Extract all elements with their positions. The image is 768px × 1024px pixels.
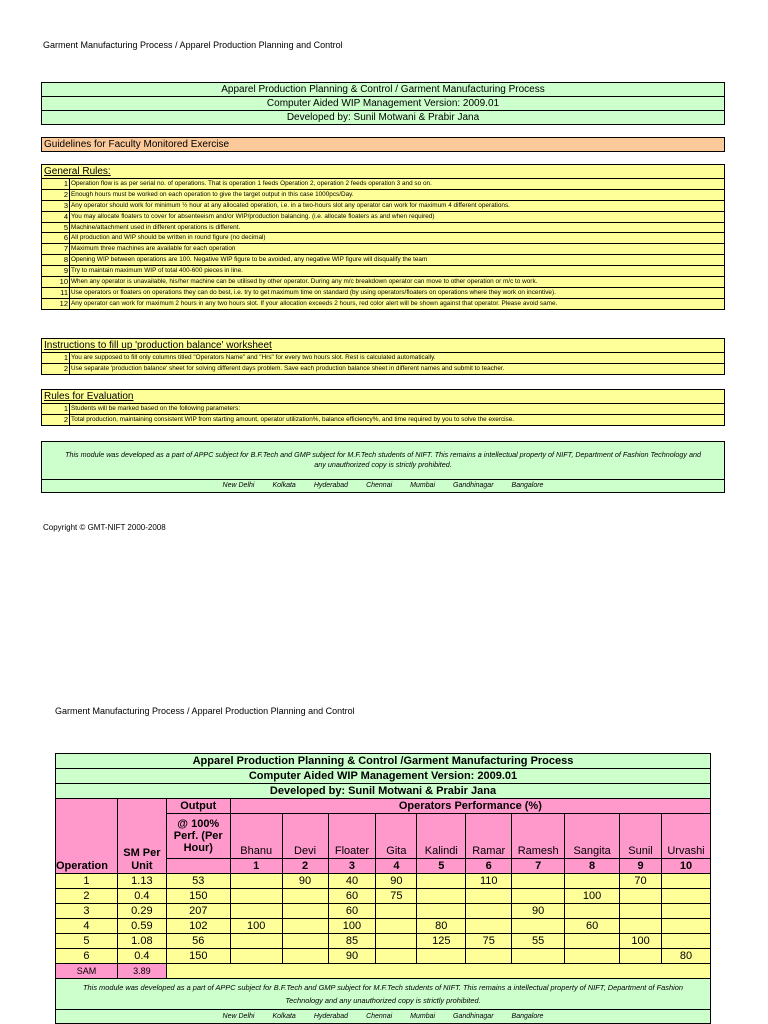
sam-value: 3.89 — [117, 964, 166, 979]
instructions-section — [41, 338, 725, 375]
operator-name: Urvashi — [661, 814, 710, 859]
rule-text: Operation flow is as per serial no. of operations. That is operation 1 feeds Operation 2, operation 2 feeds operation 3 and so on. — [71, 180, 432, 187]
rule-text: When any operator is unavailable, his/her machine can be utilised by other operator. During any m/c breakdown operator can move to other operation or m/c to work. — [71, 278, 538, 286]
operator-name: Ramesh — [512, 814, 565, 859]
performance-cell: 60 — [328, 889, 376, 904]
output-value: 53 — [166, 874, 230, 889]
operation-number: 1 — [56, 874, 118, 889]
performance-cell — [376, 949, 417, 964]
rule-text: Students will be marked based on the following parameters: — [71, 405, 241, 412]
rule-number: 1 — [42, 179, 70, 189]
performance-cell — [512, 919, 565, 934]
operator-number: 3 — [328, 859, 376, 874]
city-name: Hyderabad — [313, 482, 349, 489]
rule-row — [42, 403, 724, 414]
table-title-3: Developed by: Sunil Motwani & Prabir Jana — [56, 784, 711, 799]
city-list — [56, 1010, 710, 1023]
performance-cell — [376, 919, 417, 934]
performance-cell — [417, 904, 466, 919]
performance-cell — [565, 949, 620, 964]
output-blank — [166, 859, 230, 874]
sm-value: 0.4 — [117, 949, 166, 964]
performance-cell: 90 — [376, 874, 417, 889]
performance-cell — [230, 949, 282, 964]
operation-number: 5 — [56, 934, 118, 949]
sm-value: 0.29 — [117, 904, 166, 919]
performance-cell — [282, 934, 328, 949]
table-row — [56, 904, 711, 919]
rule-number: 2 — [42, 415, 70, 425]
sam-blank — [166, 964, 710, 979]
city-name: Gandhinagar — [453, 1013, 494, 1020]
page-header: Garment Manufacturing Process / Apparel Production Planning and Control — [43, 40, 343, 50]
performance-cell — [282, 949, 328, 964]
city-name: Bangalore — [511, 482, 544, 489]
rule-number: 4 — [42, 212, 70, 222]
wip-table — [55, 753, 711, 1024]
table-notice: This module was developed as a part of APPC subject for B.F.Tech and GMP subject for M.F.Tech students of NIFT. This remains a intellectual property of NIFT, Department of Fashion Technology and any unauthorized copy is strictly prohibited. — [56, 979, 711, 1010]
performance-cell — [417, 949, 466, 964]
performance-cell: 75 — [376, 889, 417, 904]
sm-header: SM Per Unit — [117, 799, 166, 874]
city-list — [42, 479, 724, 492]
city-name: Mumbai — [410, 1013, 436, 1020]
operator-number: 4 — [376, 859, 417, 874]
performance-cell — [417, 874, 466, 889]
performance-cell: 90 — [328, 949, 376, 964]
rule-number: 7 — [42, 244, 70, 254]
rule-row — [42, 265, 724, 276]
operation-number: 4 — [56, 919, 118, 934]
rule-row — [42, 414, 724, 425]
performance-cell: 40 — [328, 874, 376, 889]
rule-text: Any operator can work for maximum 2 hours in any two hours slot. If your allocation exceeds 2 hours, red color alert will be shown against that operator. Please avoid same. — [71, 299, 558, 307]
performance-cell — [230, 889, 282, 904]
performance-cell — [620, 889, 662, 904]
rule-text: Total production, maintaining consistent WIP from starting amount, operator utilization%, balance efficiency%, and time required by you to solve the exercise. — [71, 415, 515, 423]
operator-number: 6 — [466, 859, 512, 874]
rule-row — [42, 298, 724, 309]
performance-cell — [282, 889, 328, 904]
rule-row — [42, 222, 724, 233]
rule-number: 11 — [42, 288, 70, 298]
performance-cell — [512, 889, 565, 904]
performance-cell — [466, 919, 512, 934]
performance-cell: 90 — [282, 874, 328, 889]
sam-label: SAM — [56, 964, 118, 979]
general-rules-section — [41, 164, 725, 310]
title-line-3: Developed by: Sunil Motwani & Prabir Jana — [286, 112, 480, 123]
evaluation-section — [41, 389, 725, 426]
rule-number: 5 — [42, 223, 70, 233]
output-value: 207 — [166, 904, 230, 919]
rule-text: You are supposed to fill only columns titled "Operators Name" and "Hrs" for every two hours slot. Rest is calculated automatically. — [71, 354, 436, 361]
performance-cell — [661, 904, 710, 919]
city-name: Gandhinagar — [453, 482, 494, 489]
rule-text: All production and WIP should be written in round figure (no decimal) — [71, 234, 266, 242]
performance-cell — [230, 874, 282, 889]
evaluation-heading: Rules for Evaluation — [44, 391, 134, 402]
rule-text: Machine/attachment used in different operations is different. — [71, 223, 241, 231]
rule-text: Enough hours must be worked on each operation to give the target output in this case 1000pcs/Day. — [71, 190, 354, 198]
general-rules-heading: General Rules: — [44, 166, 111, 177]
city-name: Kolkata — [272, 1013, 296, 1020]
output-header: Output — [166, 799, 230, 814]
performance-cell: 80 — [417, 919, 466, 934]
city-name: Hyderabad — [313, 1013, 349, 1020]
table-row — [56, 934, 711, 949]
performance-cell — [376, 934, 417, 949]
second-page-header: Garment Manufacturing Process / Apparel Production Planning and Control — [55, 706, 355, 716]
operator-number: 7 — [512, 859, 565, 874]
sm-value: 0.4 — [117, 889, 166, 904]
table-title-1: Apparel Production Planning & Control /Garment Manufacturing Process — [56, 754, 711, 769]
rule-row — [42, 178, 724, 189]
sm-value: 1.13 — [117, 874, 166, 889]
rule-row — [42, 352, 724, 363]
notice-box — [41, 441, 725, 493]
performance-cell — [620, 904, 662, 919]
performance-cell: 110 — [466, 874, 512, 889]
notice-text: This module was developed as a part of APPC subject for B.F.Tech and GMP subject for M.F.Tech students of NIFT. This remains a intellectual property of NIFT, Department of Fashion Technology and any unauthorized copy is strictly prohibited. — [65, 450, 701, 469]
title-box — [41, 82, 725, 125]
performance-cell — [417, 889, 466, 904]
rule-row — [42, 189, 724, 200]
table-row — [56, 919, 711, 934]
rule-text: Opening WIP between operations are 100. Negative WIP figure to be avoided, any negative WIP figure will disqualify the team — [71, 256, 428, 264]
rule-number: 6 — [42, 233, 70, 243]
performance-cell: 100 — [565, 889, 620, 904]
rule-number: 2 — [42, 190, 70, 200]
table-row — [56, 874, 711, 889]
operators-performance-header: Operators Performance (%) — [230, 799, 710, 814]
performance-cell — [620, 919, 662, 934]
rule-number: 2 — [42, 364, 70, 374]
performance-cell — [282, 919, 328, 934]
performance-cell: 75 — [466, 934, 512, 949]
table-title-2: Computer Aided WIP Management Version: 2009.01 — [56, 769, 711, 784]
operator-name: Bhanu — [230, 814, 282, 859]
performance-cell — [565, 874, 620, 889]
performance-cell: 80 — [661, 949, 710, 964]
rule-row — [42, 363, 724, 374]
rule-text: Use operators or floaters on operations they can do best, i.e. try to get maximum time on standard (by using operators/floaters on operations where they work on incentive). — [71, 288, 556, 296]
rule-row — [42, 254, 724, 265]
operation-number: 3 — [56, 904, 118, 919]
performance-cell: 100 — [328, 919, 376, 934]
rule-row — [42, 243, 724, 254]
rule-text: Maximum three machines are available for each operation — [71, 245, 236, 253]
rule-number: 9 — [42, 266, 70, 276]
performance-cell — [230, 904, 282, 919]
performance-cell: 85 — [328, 934, 376, 949]
performance-cell — [661, 919, 710, 934]
performance-cell — [565, 934, 620, 949]
title-line-1: Apparel Production Planning & Control / Garment Manufacturing Process — [42, 83, 724, 97]
output-value: 150 — [166, 889, 230, 904]
performance-cell — [230, 934, 282, 949]
performance-cell — [466, 904, 512, 919]
operator-name: Sangita — [565, 814, 620, 859]
rule-row — [42, 287, 724, 298]
rule-number: 10 — [42, 277, 70, 287]
city-name: Kolkata — [272, 482, 296, 489]
performance-cell — [661, 889, 710, 904]
operator-number: 2 — [282, 859, 328, 874]
rule-row — [42, 200, 724, 211]
output-value: 102 — [166, 919, 230, 934]
operator-number: 10 — [661, 859, 710, 874]
performance-cell — [466, 889, 512, 904]
performance-cell — [512, 949, 565, 964]
rule-row — [42, 211, 724, 222]
performance-cell — [661, 934, 710, 949]
operator-number: 5 — [417, 859, 466, 874]
city-name: Chennai — [366, 1013, 393, 1020]
rule-number: 1 — [42, 404, 70, 414]
rule-number: 12 — [42, 299, 70, 309]
output-subheader: @ 100% Perf. (Per Hour) — [166, 814, 230, 859]
rule-number: 3 — [42, 201, 70, 211]
performance-cell: 55 — [512, 934, 565, 949]
performance-cell: 60 — [565, 919, 620, 934]
rule-row — [42, 276, 724, 287]
city-name: Mumbai — [410, 482, 436, 489]
sm-value: 1.08 — [117, 934, 166, 949]
performance-cell — [620, 949, 662, 964]
performance-cell: 100 — [230, 919, 282, 934]
performance-cell: 100 — [620, 934, 662, 949]
operator-name: Gita — [376, 814, 417, 859]
rule-number: 8 — [42, 255, 70, 265]
table-row — [56, 889, 711, 904]
table-row — [56, 949, 711, 964]
performance-cell — [282, 904, 328, 919]
operator-number: 1 — [230, 859, 282, 874]
performance-cell — [661, 874, 710, 889]
operator-name: Sunil — [620, 814, 662, 859]
guidelines-heading: Guidelines for Faculty Monitored Exercise — [41, 137, 725, 152]
performance-cell: 90 — [512, 904, 565, 919]
operator-name: Ramar — [466, 814, 512, 859]
city-name: New Delhi — [222, 482, 255, 489]
instructions-heading: Instructions to fill up 'production balance' worksheet — [44, 340, 272, 351]
operator-name: Kalindi — [417, 814, 466, 859]
performance-cell: 125 — [417, 934, 466, 949]
operation-number: 6 — [56, 949, 118, 964]
city-name: Bangalore — [511, 1013, 544, 1020]
output-value: 150 — [166, 949, 230, 964]
rule-number: 1 — [42, 353, 70, 363]
rule-text: Try to maintain maximum WIP of total 400-600 pieces in line. — [71, 267, 243, 275]
performance-cell: 60 — [328, 904, 376, 919]
operation-header: Operation — [56, 799, 118, 874]
performance-cell — [466, 949, 512, 964]
performance-cell — [565, 904, 620, 919]
rule-text: Any operator should work for minimum ½ hour at any allocated operation, i.e. in a two-hours slot any operator can work for maximum 4 different operations. — [71, 201, 510, 209]
performance-cell — [376, 904, 417, 919]
city-name: New Delhi — [222, 1013, 255, 1020]
output-value: 56 — [166, 934, 230, 949]
operator-number: 9 — [620, 859, 662, 874]
city-name: Chennai — [366, 482, 393, 489]
operator-number: 8 — [565, 859, 620, 874]
performance-cell — [512, 874, 565, 889]
rule-row — [42, 232, 724, 243]
copyright: Copyright © GMT-NIFT 2000-2008 — [43, 523, 166, 532]
sm-value: 0.59 — [117, 919, 166, 934]
operation-number: 2 — [56, 889, 118, 904]
rule-text: You may allocate floaters to cover for absenteeism and/or WIP/production balancing. (i.e. allocate floaters as and when required) — [71, 212, 435, 220]
performance-cell: 70 — [620, 874, 662, 889]
title-line-2: Computer Aided WIP Management Version: 2009.01 — [42, 97, 724, 111]
rule-text: Use separate 'production balance' sheet for solving different days problem. Save each production balance sheet in different names and submit to teacher. — [71, 364, 505, 372]
operator-name: Devi — [282, 814, 328, 859]
operator-name: Floater — [328, 814, 376, 859]
